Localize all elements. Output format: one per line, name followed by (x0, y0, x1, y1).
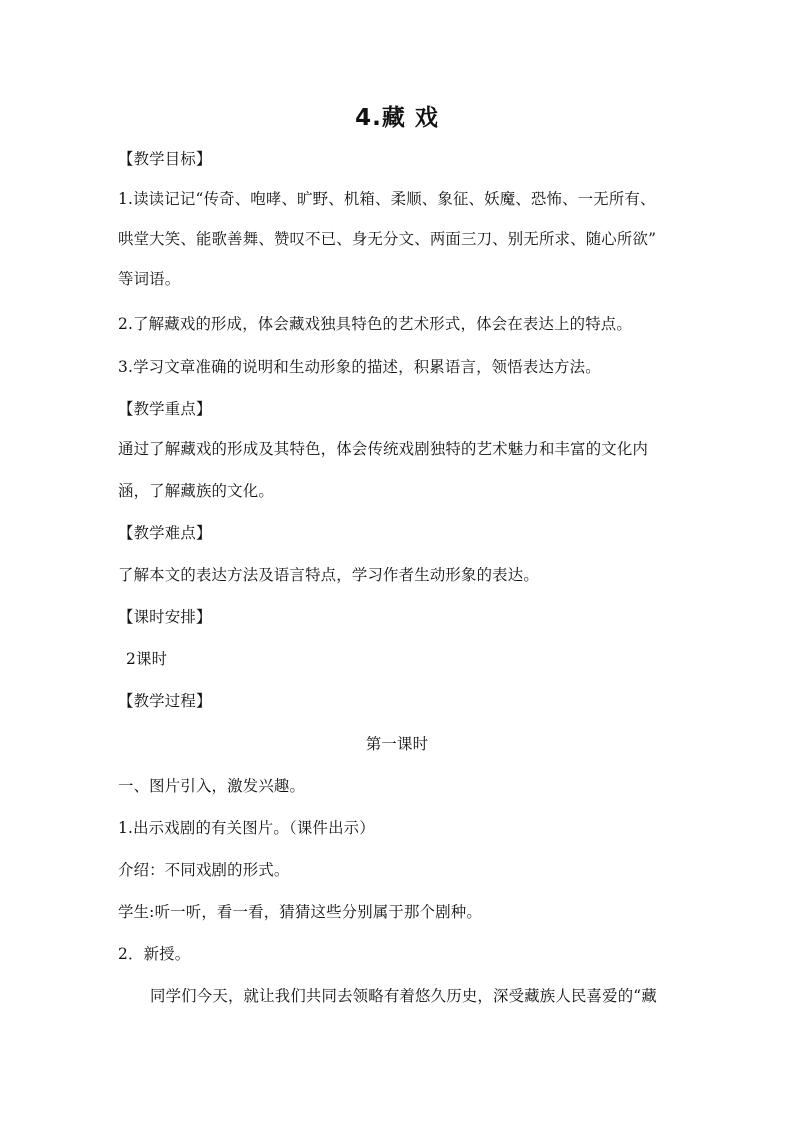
focus-line-2: 涵，了解藏族的文化。 (118, 482, 274, 500)
goal-1-line-3: 等词语。 (118, 270, 181, 288)
document-title: 4.藏 戏 (355, 105, 439, 131)
goal-1-line-1: 1.读读记记“传奇、咆哮、旷野、机箱、柔顺、象征、妖魔、恐怖、一无所有、 (118, 190, 656, 208)
process-student-task: 学生:听一听，看一看，猜猜这些分别属于那个剧种。 (118, 903, 482, 921)
goal-2: 2.了解藏戏的形成，体会藏戏独具特色的艺术形式，体会在表达上的特点。 (118, 315, 632, 333)
focus-line-1: 通过了解藏戏的形成及其特色，体会传统戏剧独特的艺术魅力和丰富的文化内 (118, 440, 649, 458)
process-step-1-1: 1.出示戏剧的有关图片。（课件出示） (118, 819, 375, 837)
process-step-2: 2．新授。 (118, 945, 191, 963)
goal-3: 3.学习文章准确的说明和生动形象的描述，积累语言，领悟表达方法。 (118, 358, 601, 376)
process-step-1: 一、图片引入，激发兴趣。 (118, 777, 306, 795)
process-introduction: 介绍：不同戏剧的形式。 (118, 861, 290, 879)
process-paragraph-line: 同学们今天，就让我们共同去领略有着悠久历史，深受藏族人民喜爱的“藏 (150, 987, 657, 1005)
difficulty-text: 了解本文的表达方法及语言特点，学习作者生动形象的表达。 (118, 566, 539, 584)
section-heading-teaching-focus: 【教学重点】 (118, 400, 212, 418)
schedule-text: 2课时 (126, 650, 168, 668)
goal-1-line-2: 哄堂大笑、能歌善舞、赞叹不已、身无分文、两面三刀、别无所求、随心所欲” (118, 230, 657, 248)
section-heading-teaching-goals: 【教学目标】 (118, 150, 212, 168)
lesson-heading: 第一课时 (365, 735, 429, 753)
section-heading-schedule: 【课时安排】 (118, 608, 212, 626)
section-heading-teaching-difficulty: 【教学难点】 (118, 524, 212, 542)
section-heading-teaching-process: 【教学过程】 (118, 692, 212, 710)
